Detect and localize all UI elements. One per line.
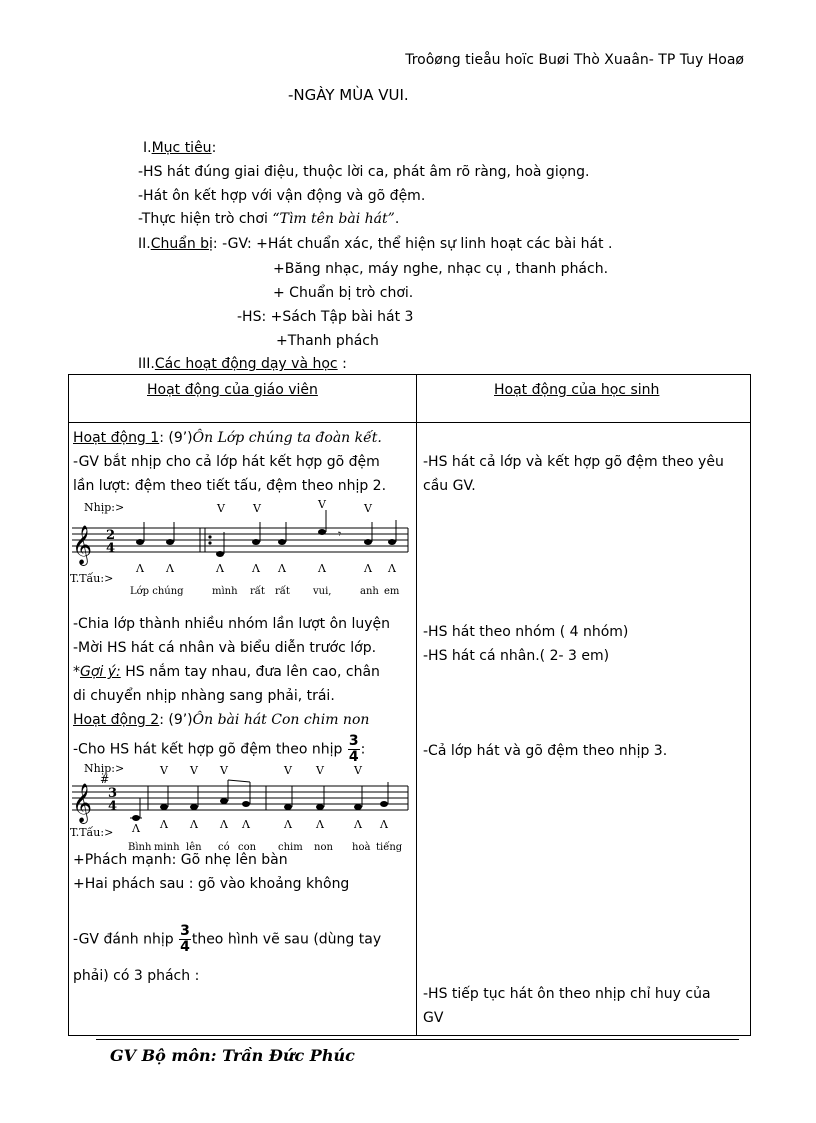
svg-text:Λ: Λ bbox=[316, 818, 324, 831]
activity1-line: lần lượt: đệm theo tiết tấu, đệm theo nhịp 2. bbox=[73, 478, 387, 494]
activities-heading: III.Các hoạt động dạy và học : bbox=[138, 356, 347, 372]
svg-text:anh: anh bbox=[360, 586, 379, 597]
student-activity: -HS hát cá nhân.( 2- 3 em) bbox=[423, 648, 610, 664]
svg-text:V: V bbox=[190, 764, 198, 777]
svg-text:V: V bbox=[253, 502, 261, 515]
svg-text:non: non bbox=[314, 842, 333, 853]
svg-text:hoà: hoà bbox=[352, 842, 371, 853]
student-activity: -HS tiếp tục hát ôn theo nhịp chỉ huy của bbox=[423, 986, 711, 1002]
objective-item: -Hát ôn kết hợp với vận động và gõ đệm. bbox=[138, 188, 426, 204]
nhip-label: Nhịp:> bbox=[84, 501, 125, 514]
svg-text:V: V bbox=[364, 502, 372, 515]
teacher-signature: GV Bộ môn: Trần Đức Phúc bbox=[110, 1046, 355, 1065]
footer-rule bbox=[96, 1039, 739, 1040]
meter-fraction: $\frac{3}{4}$ bbox=[180, 923, 190, 955]
activity1-hint: *Gợi ý: HS nắm tay nhau, đưa lên cao, chân bbox=[73, 664, 380, 680]
prep-hs: -HS: +Sách Tập bài hát 3 bbox=[237, 309, 414, 325]
lyrics bbox=[130, 586, 400, 597]
tau-label: T.Tấu:> bbox=[70, 572, 114, 585]
col-header-teacher: Hoạt động của giáo viên bbox=[147, 382, 318, 398]
svg-text:V: V bbox=[220, 764, 228, 777]
table-header-divider bbox=[68, 422, 751, 423]
objective-item: -HS hát đúng giai điệu, thuộc lời ca, phát âm rõ ràng, hoà giọng. bbox=[138, 164, 590, 180]
svg-text:Λ: Λ bbox=[388, 562, 396, 575]
activity2-conduct: -GV đánh nhịp $\frac{3}{4}$ theo hình vẽ sau (dùng tay bbox=[73, 923, 382, 955]
accent-marks bbox=[131, 818, 389, 835]
svg-text:Λ: Λ bbox=[190, 818, 198, 831]
svg-text:3: 3 bbox=[108, 786, 118, 801]
svg-text:Λ: Λ bbox=[278, 562, 286, 575]
svg-text:V: V bbox=[160, 764, 168, 777]
beat-marks bbox=[159, 764, 363, 777]
svg-text:Λ: Λ bbox=[166, 562, 174, 575]
svg-text:em: em bbox=[384, 586, 400, 597]
svg-text:rất: rất bbox=[250, 586, 265, 597]
svg-text:Λ: Λ bbox=[136, 562, 144, 575]
prep-hs-item: +Thanh phách bbox=[276, 333, 379, 349]
game-name: “Tìm tên bài hát” bbox=[272, 211, 395, 227]
lesson-title: -NGÀY MÙA VUI. bbox=[288, 86, 409, 104]
svg-text:vui,: vui, bbox=[313, 586, 332, 597]
activity1-line: -GV bắt nhịp cho cả lớp hát kết hợp gõ đệm bbox=[73, 454, 380, 470]
svg-text:#: # bbox=[100, 773, 110, 786]
svg-text:Λ: Λ bbox=[318, 562, 326, 575]
svg-text:có: có bbox=[218, 842, 230, 853]
activity2-line: -Cho HS hát kết hợp gõ đệm theo nhịp $\frac{3}{4}$ : bbox=[73, 733, 366, 765]
activity2-weak-beats: +Hai phách sau : gõ vào khoảng không bbox=[73, 876, 350, 892]
svg-text:V: V bbox=[316, 764, 324, 777]
accent-marks bbox=[135, 562, 397, 575]
activity1-line: -Mời HS hát cá nhân và biểu diễn trước lớp. bbox=[73, 640, 377, 656]
svg-text:Λ: Λ bbox=[284, 818, 292, 831]
svg-text:V: V bbox=[318, 498, 326, 511]
svg-text:minh: minh bbox=[154, 842, 180, 853]
svg-text:Λ: Λ bbox=[380, 818, 388, 831]
student-activity: -Cả lớp hát và gõ đệm theo nhịp 3. bbox=[423, 743, 668, 759]
svg-text:chim: chim bbox=[278, 842, 303, 853]
svg-text:4: 4 bbox=[108, 799, 118, 814]
svg-text:4: 4 bbox=[106, 541, 116, 556]
prep-gv-item: +Băng nhạc, máy nghe, nhạc cụ , thanh phách. bbox=[273, 261, 609, 277]
objective-item: -Thực hiện trò chơi “Tìm tên bài hát”. bbox=[138, 211, 400, 227]
svg-text:Λ: Λ bbox=[354, 818, 362, 831]
beat-marks bbox=[216, 498, 373, 515]
svg-text:Λ: Λ bbox=[220, 818, 228, 831]
activity1-title: Hoạt động 1: (9’)Ôn Lớp chúng ta đoàn kết. bbox=[73, 430, 382, 446]
svg-text:Λ: Λ bbox=[160, 818, 168, 831]
svg-text:Lớp chúng: Lớp chúng bbox=[130, 586, 184, 597]
activity2-strong-beat: +Phách mạnh: Gõ nhẹ lên bàn bbox=[73, 852, 288, 868]
meter-fraction: $\frac{3}{4}$ bbox=[348, 733, 359, 765]
svg-text:Λ: Λ bbox=[242, 818, 250, 831]
svg-text:V: V bbox=[284, 764, 292, 777]
student-activity: GV bbox=[423, 1010, 444, 1026]
svg-text:Λ: Λ bbox=[252, 562, 260, 575]
svg-text:tiếng: tiếng bbox=[376, 842, 403, 853]
svg-text:Λ: Λ bbox=[364, 562, 372, 575]
svg-text:lên: lên bbox=[186, 842, 202, 853]
col-header-student: Hoạt động của học sinh bbox=[494, 382, 660, 398]
svg-text:V: V bbox=[217, 502, 225, 515]
svg-text:Λ: Λ bbox=[216, 562, 224, 575]
table-column-divider bbox=[416, 374, 417, 1036]
svg-text:con: con bbox=[238, 842, 257, 853]
treble-clef-icon: 𝄞 bbox=[72, 525, 93, 565]
school-header: Troôøng tieåu hoïc Buøi Thò Xuaân- TP Tuy Hoaø bbox=[405, 52, 744, 68]
student-activity: -HS hát cả lớp và kết hợp gõ đệm theo yêu bbox=[423, 454, 724, 470]
svg-text:Λ: Λ bbox=[132, 822, 140, 835]
svg-text:𝄾: 𝄾 bbox=[338, 527, 342, 541]
prep-heading: II.Chuẩn bị: -GV: +Hát chuẩn xác, thể hiện sự linh hoạt các bài hát . bbox=[138, 236, 613, 252]
nhip-label: Nhịp:> bbox=[84, 762, 125, 775]
svg-text:mình: mình bbox=[212, 586, 238, 597]
rhythm-staff-2 bbox=[70, 760, 410, 856]
activity2-title: Hoạt động 2: (9’)Ôn bài hát Con chim non bbox=[73, 712, 370, 728]
svg-text:2: 2 bbox=[106, 528, 116, 543]
svg-text:Bình: Bình bbox=[128, 842, 152, 853]
student-activity: cầu GV. bbox=[423, 478, 476, 494]
prep-gv-item: + Chuẩn bị trò chơi. bbox=[273, 285, 414, 301]
tau-label: T.Tấu:> bbox=[70, 826, 114, 839]
rhythm-staff-1 bbox=[70, 498, 410, 602]
student-activity: -HS hát theo nhóm ( 4 nhóm) bbox=[423, 624, 629, 640]
svg-text:V: V bbox=[354, 764, 362, 777]
activity2-conduct-cont: phải) có 3 phách : bbox=[73, 968, 200, 984]
objectives-heading: I.Mục tiêu: bbox=[143, 140, 217, 156]
activity1-line: -Chia lớp thành nhiều nhóm lần lượt ôn luyện bbox=[73, 616, 391, 632]
activity1-hint-cont: di chuyển nhịp nhàng sang phải, trái. bbox=[73, 688, 335, 704]
svg-text:rất: rất bbox=[275, 586, 290, 597]
treble-clef-icon: 𝄞 bbox=[72, 783, 93, 823]
